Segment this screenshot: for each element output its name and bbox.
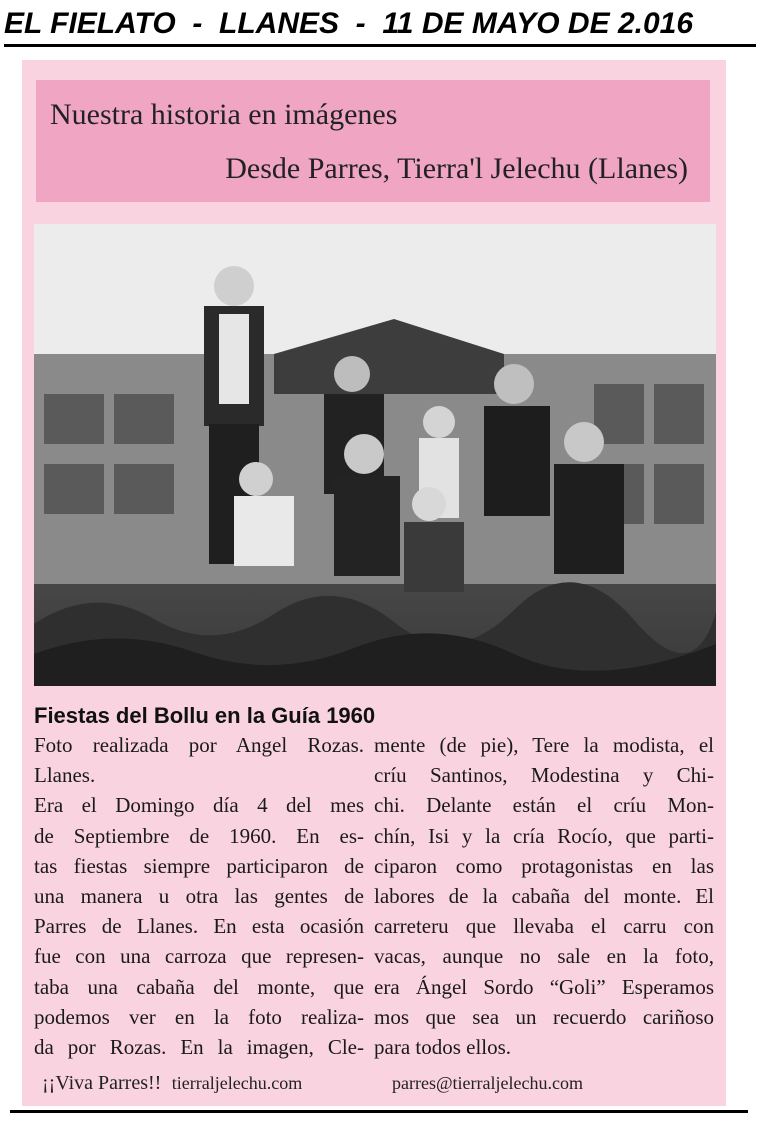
article-line: labores de la cabaña del monte. El [374,884,714,909]
section-title: Nuestra historia en imágenes [50,98,398,131]
article-line: vacas, aunque no sale en la foto, [374,944,714,969]
article-line: chín, Isi y la cría Rocío, que parti- [374,823,714,848]
article-line: chi. Delante están el críu Mon- [374,793,714,818]
article-line: mente (de pie), Tere la modista, el [374,733,714,757]
article-line: de Septiembre de 1960. En es- [34,823,364,848]
footer-email-link[interactable]: parres@tierraljelechu.com [392,1073,583,1093]
article-line: taba una cabaña del monte, que [34,974,364,999]
article-column-right [374,730,714,1062]
article-line: da por Rozas. En la imagen, Cle- [34,1035,364,1060]
footer-cheer: ¡¡Viva Parres!! [42,1072,162,1094]
article-line: mos que sea un recuerdo cariñoso [374,1004,714,1029]
section-banner [36,80,710,202]
newspaper-masthead: EL FIELATO - LLANES - 11 DE MAYO DE 2.016 [4,4,756,47]
article-line: Parres de Llanes. En esta ocasión [34,914,364,939]
article-line: Era el Domingo día 4 del mes [34,793,364,818]
photo-illustration [34,224,716,686]
article-card [22,60,726,1106]
article-footer [42,1068,722,1098]
historical-photo [34,224,716,686]
footer-website-link[interactable]: tierraljelechu.com [171,1073,303,1093]
article-line: carreteru que llevaba el carru con [374,914,714,939]
article-line: Llanes. [34,763,96,788]
bottom-rule [10,1110,748,1113]
article-heading: Fiestas del Bollu en la Guía 1960 [34,703,376,728]
article-line: tas fiestas siempre participaron de [34,853,364,878]
article-line: podemos ver en la foto realiza- [34,1004,364,1029]
article-line: para todos ellos. [374,1035,512,1060]
article-line: Foto realizada por Angel Rozas. [34,733,364,757]
article-column-left [34,730,364,1062]
section-subtitle: Desde Parres, Tierra'l Jelechu (Llanes) [225,152,688,185]
article-line: fue con una carroza que represen- [34,944,364,969]
article-line: era Ángel Sordo “Goli” Esperamos [374,974,714,999]
article-line: una manera u otra las gentes de [34,884,364,909]
article-line: ciparon como protagonistas en las [374,853,714,878]
article-line: críu Santinos, Modestina y Chi- [374,763,714,788]
